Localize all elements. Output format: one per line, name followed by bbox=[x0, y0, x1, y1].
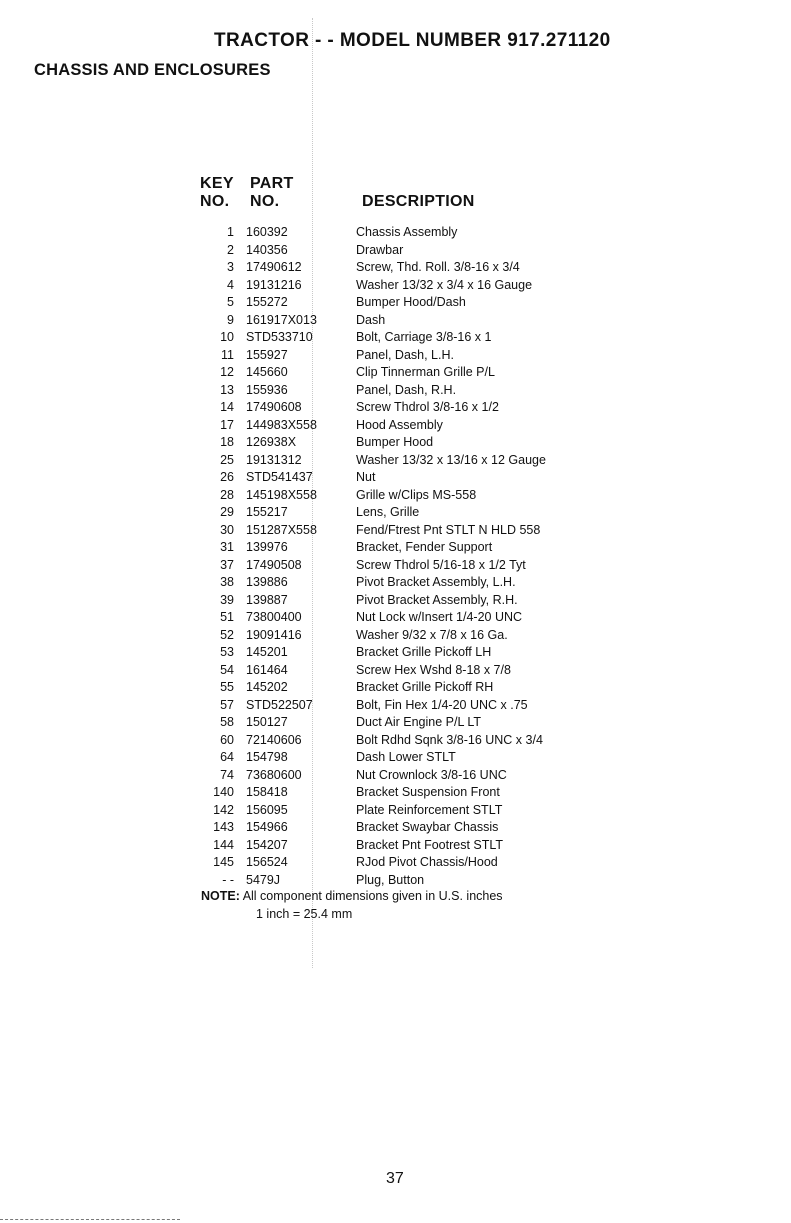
part-description: Hood Assembly bbox=[356, 417, 443, 432]
table-row bbox=[190, 574, 610, 592]
part-description: Drawbar bbox=[356, 242, 404, 257]
part-number: 73800400 bbox=[246, 610, 302, 624]
part-description: RJod Pivot Chassis/Hood bbox=[356, 855, 498, 869]
key-number: 2 bbox=[227, 242, 234, 257]
key-number: 53 bbox=[220, 645, 234, 659]
part-description: Bolt, Carriage 3/8-16 x 1 bbox=[356, 330, 492, 344]
part-description: Washer 9/32 x 7/8 x 16 Ga. bbox=[356, 627, 508, 642]
part-description: Clip Tinnerman Grille P/L bbox=[356, 365, 495, 379]
part-number: 145198X558 bbox=[246, 487, 317, 502]
key-number: 52 bbox=[220, 627, 234, 642]
part-number: 17490608 bbox=[246, 400, 302, 414]
table-row bbox=[190, 627, 610, 645]
key-number: 144 bbox=[213, 837, 234, 852]
part-column-header-line2: NO. bbox=[250, 193, 280, 210]
part-number: 73680600 bbox=[246, 767, 302, 782]
part-number: 156095 bbox=[246, 802, 288, 817]
table-row bbox=[190, 592, 610, 610]
table-row bbox=[190, 784, 610, 802]
part-number: 19091416 bbox=[246, 627, 302, 642]
table-row bbox=[190, 434, 610, 452]
table-row bbox=[190, 347, 610, 365]
table-row bbox=[190, 294, 610, 312]
key-number: 57 bbox=[220, 697, 234, 712]
part-number: 17490612 bbox=[246, 260, 302, 274]
part-number: 139887 bbox=[246, 592, 288, 607]
part-number: 145201 bbox=[246, 645, 288, 659]
part-description: Screw Hex Wshd 8-18 x 7/8 bbox=[356, 662, 511, 677]
part-number: 17490508 bbox=[246, 557, 302, 572]
table-row bbox=[190, 242, 610, 260]
key-number: 39 bbox=[220, 592, 234, 607]
part-description: Screw, Thd. Roll. 3/8-16 x 3/4 bbox=[356, 260, 520, 274]
key-number: 38 bbox=[220, 575, 234, 589]
part-description: Panel, Dash, L.H. bbox=[356, 347, 454, 362]
table-row bbox=[190, 679, 610, 697]
part-number: 161917X013 bbox=[246, 312, 317, 327]
part-number: 154207 bbox=[246, 837, 288, 852]
part-number: 155217 bbox=[246, 505, 288, 519]
key-number: 31 bbox=[220, 540, 234, 554]
part-number: 5479J bbox=[246, 872, 281, 887]
key-number: 145 bbox=[213, 855, 234, 869]
part-description: Grille w/Clips MS-558 bbox=[356, 487, 477, 502]
part-number: 139886 bbox=[246, 575, 288, 589]
part-description: Bracket, Fender Support bbox=[356, 540, 493, 554]
table-row bbox=[190, 609, 610, 627]
key-number: 26 bbox=[220, 470, 234, 484]
key-number: 140 bbox=[213, 785, 234, 799]
part-description: Bracket Grille Pickoff LH bbox=[356, 645, 492, 659]
page-title: TRACTOR - - MODEL NUMBER 917.271120 bbox=[214, 30, 611, 51]
part-description: Lens, Grille bbox=[356, 505, 420, 519]
key-number: 1 bbox=[227, 225, 234, 239]
key-number: 14 bbox=[220, 400, 234, 414]
table-row bbox=[190, 557, 610, 575]
part-number: 150127 bbox=[246, 715, 288, 729]
part-number: 155272 bbox=[246, 295, 288, 309]
part-number: 154798 bbox=[246, 750, 288, 764]
part-description: Fend/Ftrest Pnt STLT N HLD 558 bbox=[356, 522, 541, 537]
table-row bbox=[190, 854, 610, 872]
part-description: Pivot Bracket Assembly, R.H. bbox=[356, 592, 518, 607]
section-title: CHASSIS AND ENCLOSURES bbox=[34, 61, 271, 79]
key-number: 18 bbox=[220, 435, 234, 449]
part-description: Bumper Hood bbox=[356, 435, 434, 449]
table-row bbox=[190, 714, 610, 732]
part-number: 156524 bbox=[246, 855, 288, 869]
table-row bbox=[190, 399, 610, 417]
key-number: 54 bbox=[220, 662, 234, 677]
part-description: Bolt, Fin Hex 1/4-20 UNC x .75 bbox=[356, 697, 528, 712]
part-description: Nut Lock w/Insert 1/4-20 UNC bbox=[356, 610, 523, 624]
part-description: Bracket Swaybar Chassis bbox=[356, 820, 499, 834]
key-number: 28 bbox=[220, 487, 234, 502]
key-number: 60 bbox=[220, 732, 234, 747]
table-row bbox=[190, 819, 610, 837]
part-description: Washer 13/32 x 13/16 x 12 Gauge bbox=[356, 452, 546, 467]
part-number: 158418 bbox=[246, 785, 288, 799]
table-row bbox=[190, 539, 610, 557]
key-number: 37 bbox=[220, 557, 234, 572]
part-column-header-line1: PART bbox=[250, 175, 294, 192]
part-number: 139976 bbox=[246, 540, 288, 554]
page-number: 37 bbox=[386, 1170, 404, 1187]
table-row bbox=[190, 767, 610, 785]
key-number: 143 bbox=[213, 820, 234, 834]
table-row bbox=[190, 469, 610, 487]
bottom-rule bbox=[0, 1219, 180, 1220]
part-number: 155936 bbox=[246, 382, 288, 397]
table-row bbox=[190, 872, 610, 890]
table-row bbox=[190, 329, 610, 347]
part-description: Pivot Bracket Assembly, L.H. bbox=[356, 575, 516, 589]
part-description: Screw Thdrol 3/8-16 x 1/2 bbox=[356, 400, 499, 414]
key-number: 3 bbox=[227, 260, 234, 274]
key-number: 13 bbox=[220, 382, 234, 397]
key-column-header-line2: NO. bbox=[200, 193, 230, 210]
part-description: Panel, Dash, R.H. bbox=[356, 382, 457, 397]
key-number: 142 bbox=[213, 802, 234, 817]
table-row bbox=[190, 662, 610, 680]
key-number: 30 bbox=[220, 522, 234, 537]
part-description: Chassis Assembly bbox=[356, 225, 458, 239]
key-number: 9 bbox=[227, 312, 234, 327]
table-row bbox=[190, 277, 610, 295]
table-row bbox=[190, 522, 610, 540]
part-description: Bracket Grille Pickoff RH bbox=[356, 680, 494, 694]
part-number: 126938X bbox=[246, 435, 297, 449]
key-number: 11 bbox=[221, 347, 234, 362]
part-number: 154966 bbox=[246, 820, 288, 834]
key-number: 51 bbox=[220, 610, 234, 624]
key-number: 4 bbox=[227, 277, 234, 292]
part-description: Dash Lower STLT bbox=[356, 750, 456, 764]
part-number: 140356 bbox=[246, 242, 288, 257]
part-number: 145660 bbox=[246, 365, 288, 379]
part-description: Washer 13/32 x 3/4 x 16 Gauge bbox=[356, 277, 533, 292]
table-row bbox=[190, 837, 610, 855]
part-description: Screw Thdrol 5/16-18 x 1/2 Tyt bbox=[356, 557, 526, 572]
table-row bbox=[190, 697, 610, 715]
key-number: 58 bbox=[220, 715, 234, 729]
table-row bbox=[190, 802, 610, 820]
key-number: 10 bbox=[220, 330, 234, 344]
part-number: 72140606 bbox=[246, 732, 302, 747]
table-row bbox=[190, 364, 610, 382]
key-number: 74 bbox=[220, 767, 234, 782]
key-number: 64 bbox=[220, 750, 234, 764]
part-number: 155927 bbox=[246, 347, 288, 362]
note-text: All component dimensions given in U.S. inches bbox=[242, 889, 503, 903]
part-number: STD522507 bbox=[246, 697, 313, 712]
table-row bbox=[190, 732, 610, 750]
part-number: 144983X558 bbox=[246, 417, 317, 432]
unit-conversion: 1 inch = 25.4 mm bbox=[256, 907, 353, 921]
table-row bbox=[190, 224, 610, 242]
key-column-header-line1: KEY bbox=[200, 175, 234, 192]
key-number: 29 bbox=[220, 505, 234, 519]
part-description: Nut bbox=[356, 470, 376, 484]
part-description: Dash bbox=[356, 312, 386, 327]
part-number: 161464 bbox=[246, 662, 288, 677]
key-number: 55 bbox=[220, 680, 234, 694]
table-row bbox=[190, 644, 610, 662]
part-number: 160392 bbox=[246, 225, 288, 239]
key-number: - - bbox=[222, 872, 234, 887]
key-number: 17 bbox=[220, 417, 234, 432]
table-row bbox=[190, 504, 610, 522]
table-row bbox=[190, 312, 610, 330]
part-number: STD541437 bbox=[246, 470, 313, 484]
part-number: 19131312 bbox=[246, 452, 302, 467]
parts-list bbox=[190, 224, 610, 889]
part-description: Duct Air Engine P/L LT bbox=[356, 715, 482, 729]
table-row bbox=[190, 417, 610, 435]
part-description: Bracket Suspension Front bbox=[356, 785, 500, 799]
note bbox=[201, 889, 503, 903]
key-number: 12 bbox=[220, 365, 234, 379]
part-number: 19131216 bbox=[246, 277, 302, 292]
part-description: Plug, Button bbox=[356, 872, 425, 887]
description-column-header: DESCRIPTION bbox=[362, 193, 475, 210]
table-row bbox=[190, 382, 610, 400]
note-label: NOTE: bbox=[201, 889, 240, 903]
part-description: Bolt Rdhd Sqnk 3/8-16 UNC x 3/4 bbox=[356, 732, 543, 747]
part-description: Bracket Pnt Footrest STLT bbox=[356, 837, 504, 852]
part-number: STD533710 bbox=[246, 330, 313, 344]
part-number: 151287X558 bbox=[246, 522, 317, 537]
part-description: Nut Crownlock 3/8-16 UNC bbox=[356, 767, 507, 782]
key-number: 25 bbox=[220, 452, 234, 467]
table-row bbox=[190, 259, 610, 277]
key-number: 5 bbox=[227, 295, 234, 309]
part-description: Plate Reinforcement STLT bbox=[356, 802, 503, 817]
table-row bbox=[190, 487, 610, 505]
table-row bbox=[190, 452, 610, 470]
part-description: Bumper Hood/Dash bbox=[356, 295, 466, 309]
table-row bbox=[190, 749, 610, 767]
part-number: 145202 bbox=[246, 680, 288, 694]
